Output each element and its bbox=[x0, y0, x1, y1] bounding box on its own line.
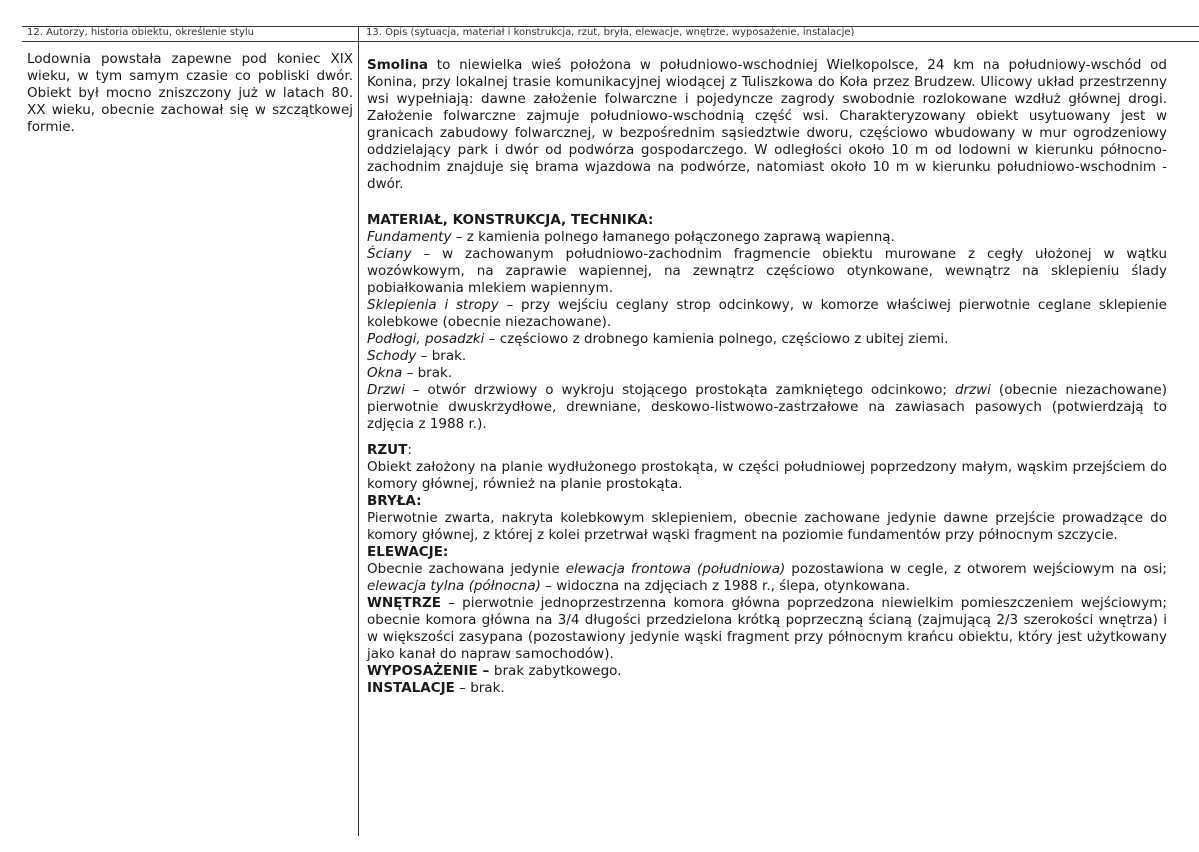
stairs-text: – brak. bbox=[416, 348, 467, 364]
place-name: Smolina bbox=[367, 57, 429, 73]
vault-line bbox=[367, 297, 1167, 331]
instalacje-heading: INSTALACJE bbox=[367, 680, 455, 696]
wnetrze-text: – pierwotnie jednoprzestrzenna komora główna poprzedzona niewielkim pomieszczeniem wejściowym; obecnie komora główna na 3/4 długości przedzielona krótką poprzeczną ścianą (zajmującą 2/3 szerokości wnętrza) i w większości zasypana (pozostawiony jedynie wąski fragment przy północnym krańcu obiektu, który jest użytkowany jako kanał do napraw samochodów). bbox=[367, 595, 1167, 662]
history-text: Lodownia powstała zapewne pod koniec XIX wieku, w tym samym czasie co pobliski dwór. Obiekt był mocno zniszczony już w latach 80. XX wieku, obecnie zachował się w szczątkowej formie. bbox=[27, 51, 353, 135]
elewacje-rear: elewacja tylna (północna) bbox=[367, 578, 541, 594]
rzut-colon: : bbox=[407, 442, 412, 458]
section-gap bbox=[367, 433, 1167, 442]
elewacje-front: elewacja frontowa (południowa) bbox=[565, 561, 786, 577]
foundations-text: – z kamienia polnego łamanego połączonego zaprawą wapienną. bbox=[451, 229, 895, 245]
wyposazenie-text: brak zabytkowego. bbox=[493, 663, 622, 679]
wnetrze-paragraph bbox=[367, 595, 1167, 663]
doors-text: – otwór drzwiowy o wykroju stojącego prostokąta zamkniętego odcinkowo; bbox=[404, 382, 955, 398]
column-12-header: 12. Autorzy, historia obiektu, określenie stylu bbox=[27, 27, 255, 38]
column-13-header: 13. Opis (sytuacja, materiał i konstrukcja, rzut, bryła, elewacje, wnętrze, wyposażenie, instalacje) bbox=[366, 27, 855, 38]
windows-label: Okna bbox=[367, 365, 403, 381]
windows-text: – brak. bbox=[402, 365, 453, 381]
column-divider bbox=[358, 26, 359, 836]
rzut-heading-line bbox=[367, 442, 1167, 459]
elewacje-text-1: Obecnie zachowana jedynie bbox=[367, 561, 566, 577]
stairs-line bbox=[367, 348, 1167, 365]
bryla-text: Pierwotnie zwarta, nakryta kolebkowym sklepieniem, obecnie zachowane jedynie dawne przejście prowadzące do komory głównej, z której z kolei przetrwał wąski fragment na poziomie fundamentów przy północnym szczycie. bbox=[367, 510, 1167, 543]
wnetrze-heading: WNĘTRZE bbox=[367, 595, 442, 611]
elewacje-text-2: pozostawiona w cegle, z otworem wejściowym na osi; bbox=[785, 561, 1167, 577]
windows-line bbox=[367, 365, 1167, 382]
intro-text: to niewielka wieś położona w południowo-wschodniej Wielkopolsce, 24 km na południowy-wschód od Konina, przy lokalnej trasie komunikacyjnej wiodącej z Tuliszkowa do Koła przez Brudzew. Ulicowy układ przestrzenny wsi wypełniają: dawne założenie folwarczne i pojedyncze zagrody swobodnie rozlokowane wzdłuż głównej drogi. Założenie folwarczne zajmuje południowo-wschodnią część wsi. Charakteryzowany obiekt usytuowany jest w granicach zabudowy folwarcznej, w bezpośrednim sąsiedztwie dworu, częściowo wbudowany w mur ogrodzeniowy oddzielający park i dwór od podwórza gospodarczego. W odległości około 10 m od lodowni w kierunku północno-zachodnim znajduje się brama wjazdowa na podwórze, natomiast około 10 m w kierunku południowo-wschodnim - dwór. bbox=[367, 57, 1167, 192]
doors-line bbox=[367, 382, 1167, 433]
walls-text: – w zachowanym południowo-zachodnim fragmencie obiektu murowane z cegły ułożonej w wątku wozówkowym, na zaprawie wapiennej, na zewnątrz częściowo otynkowane, wewnątrz na sklepieniu ślady pobiałkowania mlekiem wapiennym. bbox=[367, 246, 1167, 296]
floor-line bbox=[367, 331, 1167, 348]
elewacje-text bbox=[367, 561, 1167, 595]
description-column bbox=[367, 57, 1167, 697]
rzut-text: Obiekt założony na planie wydłużonego prostokąta, w części południowej poprzedzony małym, wąskim przejściem do komory głównej, również na planie prostokąta. bbox=[367, 459, 1167, 492]
wyposazenie-line bbox=[367, 663, 1167, 680]
wyposazenie-heading: WYPOSAŻENIE – bbox=[367, 663, 494, 679]
floor-text: – częściowo z drobnego kamienia polnego, częściowo z ubitej ziemi. bbox=[484, 331, 949, 347]
doors-text-2: (obecnie niezachowane) pierwotnie dwuskrzydłowe, drewniane, deskowo-listwowo-zastrzałowe na zawiasach pasowych (potwierdzają to zdjęcia z 1988 r.). bbox=[367, 382, 1167, 432]
walls-line bbox=[367, 246, 1167, 297]
instalacje-text: – brak. bbox=[454, 680, 505, 696]
rzut-heading: RZUT bbox=[367, 442, 408, 458]
walls-label: Ściany bbox=[367, 246, 412, 262]
foundations-label: Fundamenty bbox=[367, 229, 452, 245]
foundations-line bbox=[367, 229, 1167, 246]
header-rule bbox=[22, 41, 1199, 42]
vault-text: – przy wejściu ceglany strop odcinkowy, w komorze właściwej pierwotnie ceglane sklepienie kolebkowe (obecnie niezachowane). bbox=[367, 297, 1167, 330]
bryla-heading: BRYŁA: bbox=[367, 493, 422, 509]
doors-label-2: drzwi bbox=[954, 382, 991, 398]
elewacje-text-3: – widoczna na zdjęciach z 1988 r., ślepa, otynkowana. bbox=[540, 578, 910, 594]
doors-label: Drzwi bbox=[367, 382, 405, 398]
material-heading: MATERIAŁ, KONSTRUKCJA, TECHNIKA: bbox=[367, 212, 654, 228]
floor-label: Podłogi, posadzki bbox=[367, 331, 485, 347]
elewacje-heading: ELEWACJE: bbox=[367, 544, 449, 560]
intro-paragraph bbox=[367, 57, 1167, 193]
instalacje-line bbox=[367, 680, 1167, 697]
stairs-label: Schody bbox=[367, 348, 417, 364]
vault-label: Sklepienia i stropy bbox=[367, 297, 499, 313]
